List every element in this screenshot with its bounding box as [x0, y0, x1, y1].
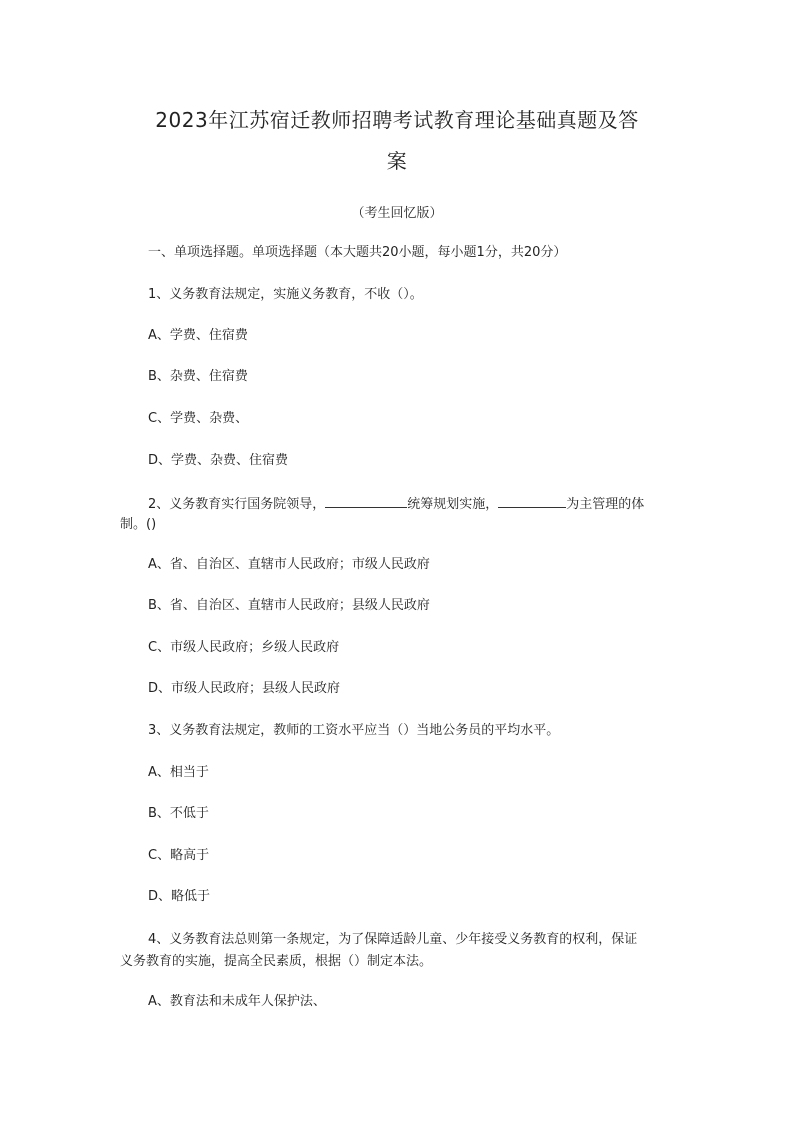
- fill-in-blank-2: [498, 494, 566, 508]
- question-1-option-a: A、学费、住宿费: [148, 328, 248, 343]
- question-3-stem: 3、义务教育法规定，教师的工资水平应当（）当地公务员的平均水平。: [148, 723, 560, 738]
- question-2-stem-part1: 2、义务教育实行国务院领导，: [148, 497, 326, 512]
- question-3-option-a: A、相当于: [148, 765, 209, 780]
- question-2-stem-part2: 统筹规划实施，: [407, 497, 499, 512]
- section-heading: 一、单项选择题。单项选择题（本大题共20小题，每小题1分，共20分）: [148, 245, 567, 260]
- question-4-option-a: A、教育法和未成年人保护法、: [148, 994, 326, 1009]
- question-1-option-c: C、学费、杂费、: [148, 411, 249, 426]
- document-title-line1: 2023年江苏宿迁教师招聘考试教育理论基础真题及答: [155, 108, 639, 132]
- fill-in-blank-1: [325, 494, 407, 508]
- question-1-stem: 1、义务教育法规定，实施义务教育，不收（）。: [148, 287, 423, 302]
- question-3-option-b: B、不低于: [148, 806, 209, 821]
- question-4-stem-line2: 义务教育的实施，提高全民素质，根据（）制定本法。: [120, 954, 433, 969]
- question-2-option-a: A、省、自治区、直辖市人民政府；市级人民政府: [148, 557, 430, 572]
- question-3-option-c: C、略高于: [148, 848, 210, 863]
- question-2-option-b: B、省、自治区、直辖市人民政府；县级人民政府: [148, 598, 430, 613]
- document-title-line2: 案: [386, 149, 408, 173]
- question-1-option-b: B、杂费、住宿费: [148, 369, 248, 384]
- question-4-stem-line1: 4、义务教育法总则第一条规定，为了保障适龄儿童、少年接受义务教育的权利，保证: [148, 932, 638, 947]
- question-2-stem-part3: 为主管理的体: [566, 497, 645, 512]
- question-2-option-d: D、市级人民政府；县级人民政府: [148, 681, 341, 696]
- question-3-option-d: D、略低于: [148, 889, 211, 904]
- question-2-option-c: C、市级人民政府；乡级人民政府: [148, 640, 340, 655]
- question-1-option-d: D、学费、杂费、住宿费: [148, 453, 289, 468]
- document-subtitle: （考生回忆版）: [351, 206, 443, 221]
- question-2-stem-line1: [148, 494, 644, 514]
- question-2-stem-line2: 制。(): [120, 517, 157, 532]
